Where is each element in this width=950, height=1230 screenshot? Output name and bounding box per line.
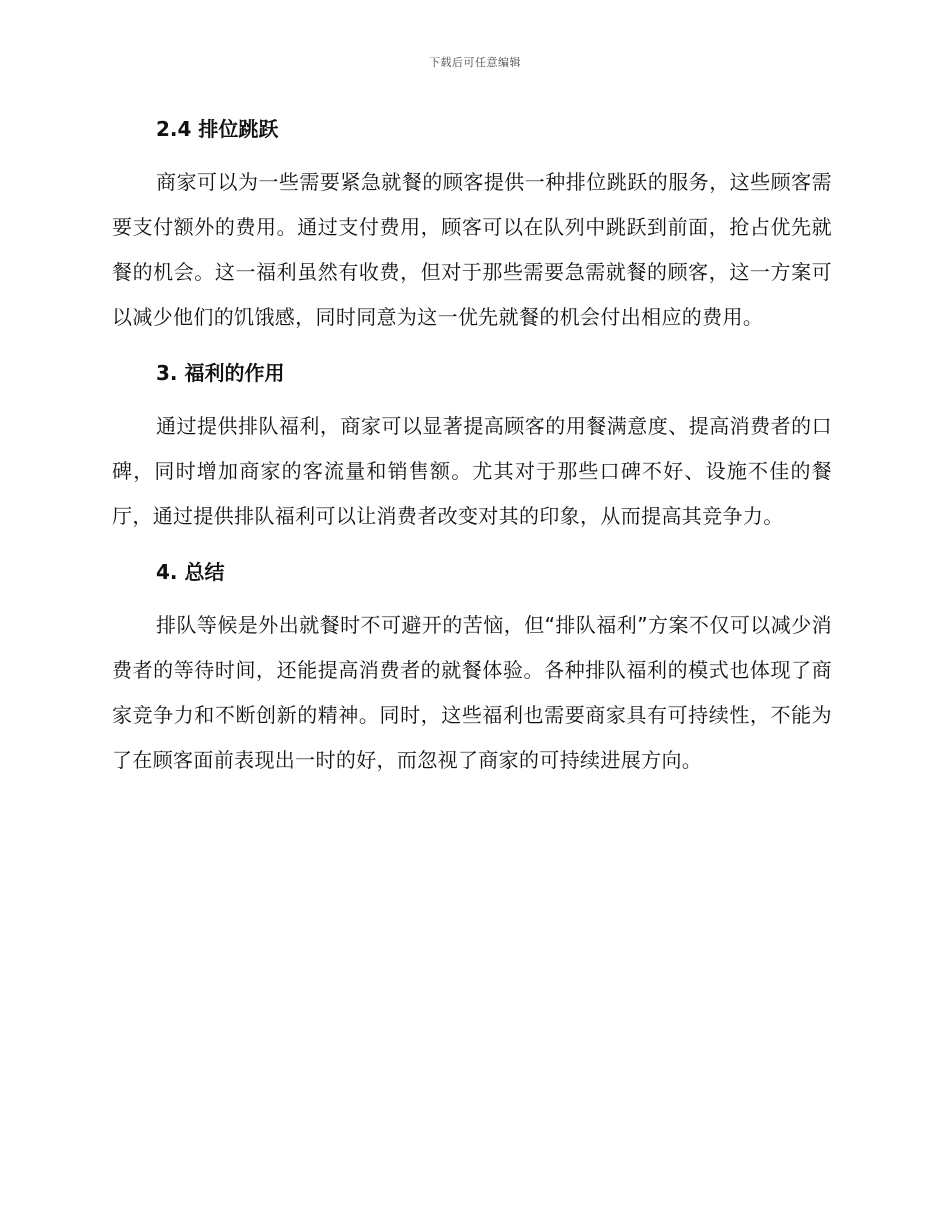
section-paragraph: 排队等候是外出就餐时不可避开的苦恼，但“排队福利”方案不仅可以减少消费者的等待时间，还能提高消费者的就餐体验。各种排队福利的模式也体现了商家竞争力和不断创新的精神。同时，这些福利也需要商家具有可持续性，不能为了在顾客面前表现出一时的好，而忽视了商家的可持续进展方向。 (112, 613, 832, 772)
document-body (112, 112, 832, 783)
page-header: 下载后可任意编辑 (429, 56, 521, 69)
section-benefit-effects (112, 356, 832, 555)
section-heading: 3. 福利的作用 (156, 361, 285, 385)
section-paragraph: 商家可以为一些需要紧急就餐的顾客提供一种排位跳跃的服务，这些顾客需要支付额外的费用。通过支付费用，顾客可以在队列中跳跃到前面，抢占优先就餐的机会。这一福利虽然有收费，但对于那些需要急需就餐的顾客，这一方案可以减少他们的饥饿感，同时同意为这一优先就餐的机会付出相应的费用。 (112, 170, 832, 329)
section-queue-jump (112, 112, 832, 356)
section-heading: 2.4 排位跳跃 (156, 117, 279, 141)
section-heading: 4. 总结 (156, 560, 225, 584)
section-summary (112, 555, 832, 783)
section-paragraph: 通过提供排队福利，商家可以显著提高顾客的用餐满意度、提高消费者的口碑，同时增加商家的客流量和销售额。尤其对于那些口碑不好、设施不佳的餐厅，通过提供排队福利可以让消费者改变对其的印象，从而提高其竞争力。 (112, 414, 832, 528)
